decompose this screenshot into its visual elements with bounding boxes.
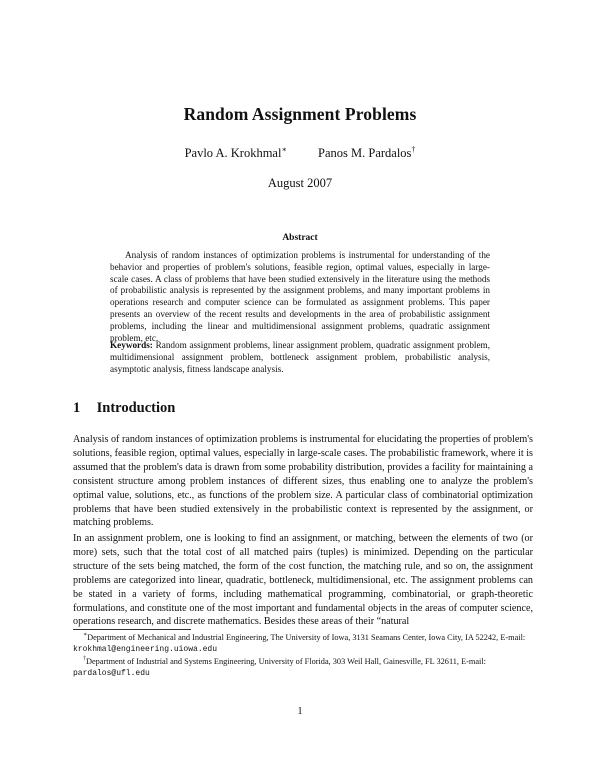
section-number: 1 [73,400,81,416]
footnote-2 [73,656,533,680]
footnote-2-mark: † [83,656,86,663]
section-heading [73,400,533,417]
footnotes [73,632,533,680]
footnote-1-text: Department of Mechanical and Industrial Engineering, The University of Iowa, 3131 Seamans Center, Iowa City, IA 52242, E-mail: [87,633,526,642]
page-number: 1 [297,706,303,717]
footnote-1-mark: ∗ [83,632,88,639]
footnote-rule [73,629,191,630]
author-1-footnote-mark: ∗ [281,144,287,154]
body-paragraph-2: In an assignment problem, one is looking to find an assignment, or matching, between the elements of two (or more) sets, such that the total cost of all matched pairs (tuples) is minimized. Depending on the particular structure of the sets being matched, the form of the cost function, the matching rule, and so on, the assignment problems are categorized into linear, quadratic, bottleneck, multidimensional, etc. The assignment problems can be stated in a variety of forms, including mathematical programming, combinatorial, or graph-theoretic formulations, and constitute one of the most important and fundamental objects in the areas of computer science, operations research, and discrete mathematics. Besides these areas of their “natural [73,533,533,628]
footnote-2-text: Department of Industrial and Systems Engineering, University of Florida, 303 Weil Hall, Gainesville, FL 32611, E-mail: [86,656,486,666]
author-2-name: Panos M. Pardalos [318,146,412,160]
paper-title: Random Assignment Problems [183,104,417,124]
footnote-1-email[interactable]: krokhmal@engineering.uiowa.edu [73,645,218,655]
keywords-label: Keywords: [110,340,153,350]
footnote-1 [73,632,533,656]
footnote-2-email[interactable]: pardalos@ufl.edu [73,669,150,679]
paper-date: August 2007 [267,176,333,190]
section-title: Introduction [96,400,176,416]
abstract-heading: Abstract [282,233,318,243]
author-line [0,146,600,161]
author-1 [185,146,287,161]
author-2-footnote-mark: † [411,144,416,154]
body-paragraph-1: Analysis of random instances of optimization problems is instrumental for elucidating the properties of problem's solutions, feasible region, optimal values, especially in large-scale cases. The probabilistic framework, where it is assumed that the problem's data is drawn from some probability distribution, provides a facility for maintaining a consistent structure among problem instances of different sizes, thus enabling one to analyze the problem's optimal value, solutions, etc., as functions of the problem size. A particular class of combinatorial optimization problems that have been studied extensively in the probabilistic context is represented by the assignment, or matching problems. [73,434,533,529]
keywords-text: Random assignment problems, linear assignment problem, quadratic assignment problem, multidimensional assignment problem, bottleneck assignment problem, probabilistic analysis, asymptotic analysis, fitness landscape analysis. [110,340,490,374]
author-1-name: Pavlo A. Krokhmal [184,146,282,160]
abstract-text: Analysis of random instances of optimization problems is instrumental for understanding of the behavior and properties of problem's solutions, feasible region, optimal values, especially in large-scale cases. A class of problems that have been studied extensively in the literature using the methods of probabilistic analysis is represented by the assignment problems, and many important problems in operations research and computer science can be formulated as assignment problems. This paper presents an overview of the recent results and developments in the area of probabilistic assignment problems, including the linear and multidimensional assignment problems, quadratic assignment problem, etc. [110,250,490,343]
keywords [110,340,490,375]
author-2 [318,146,415,161]
